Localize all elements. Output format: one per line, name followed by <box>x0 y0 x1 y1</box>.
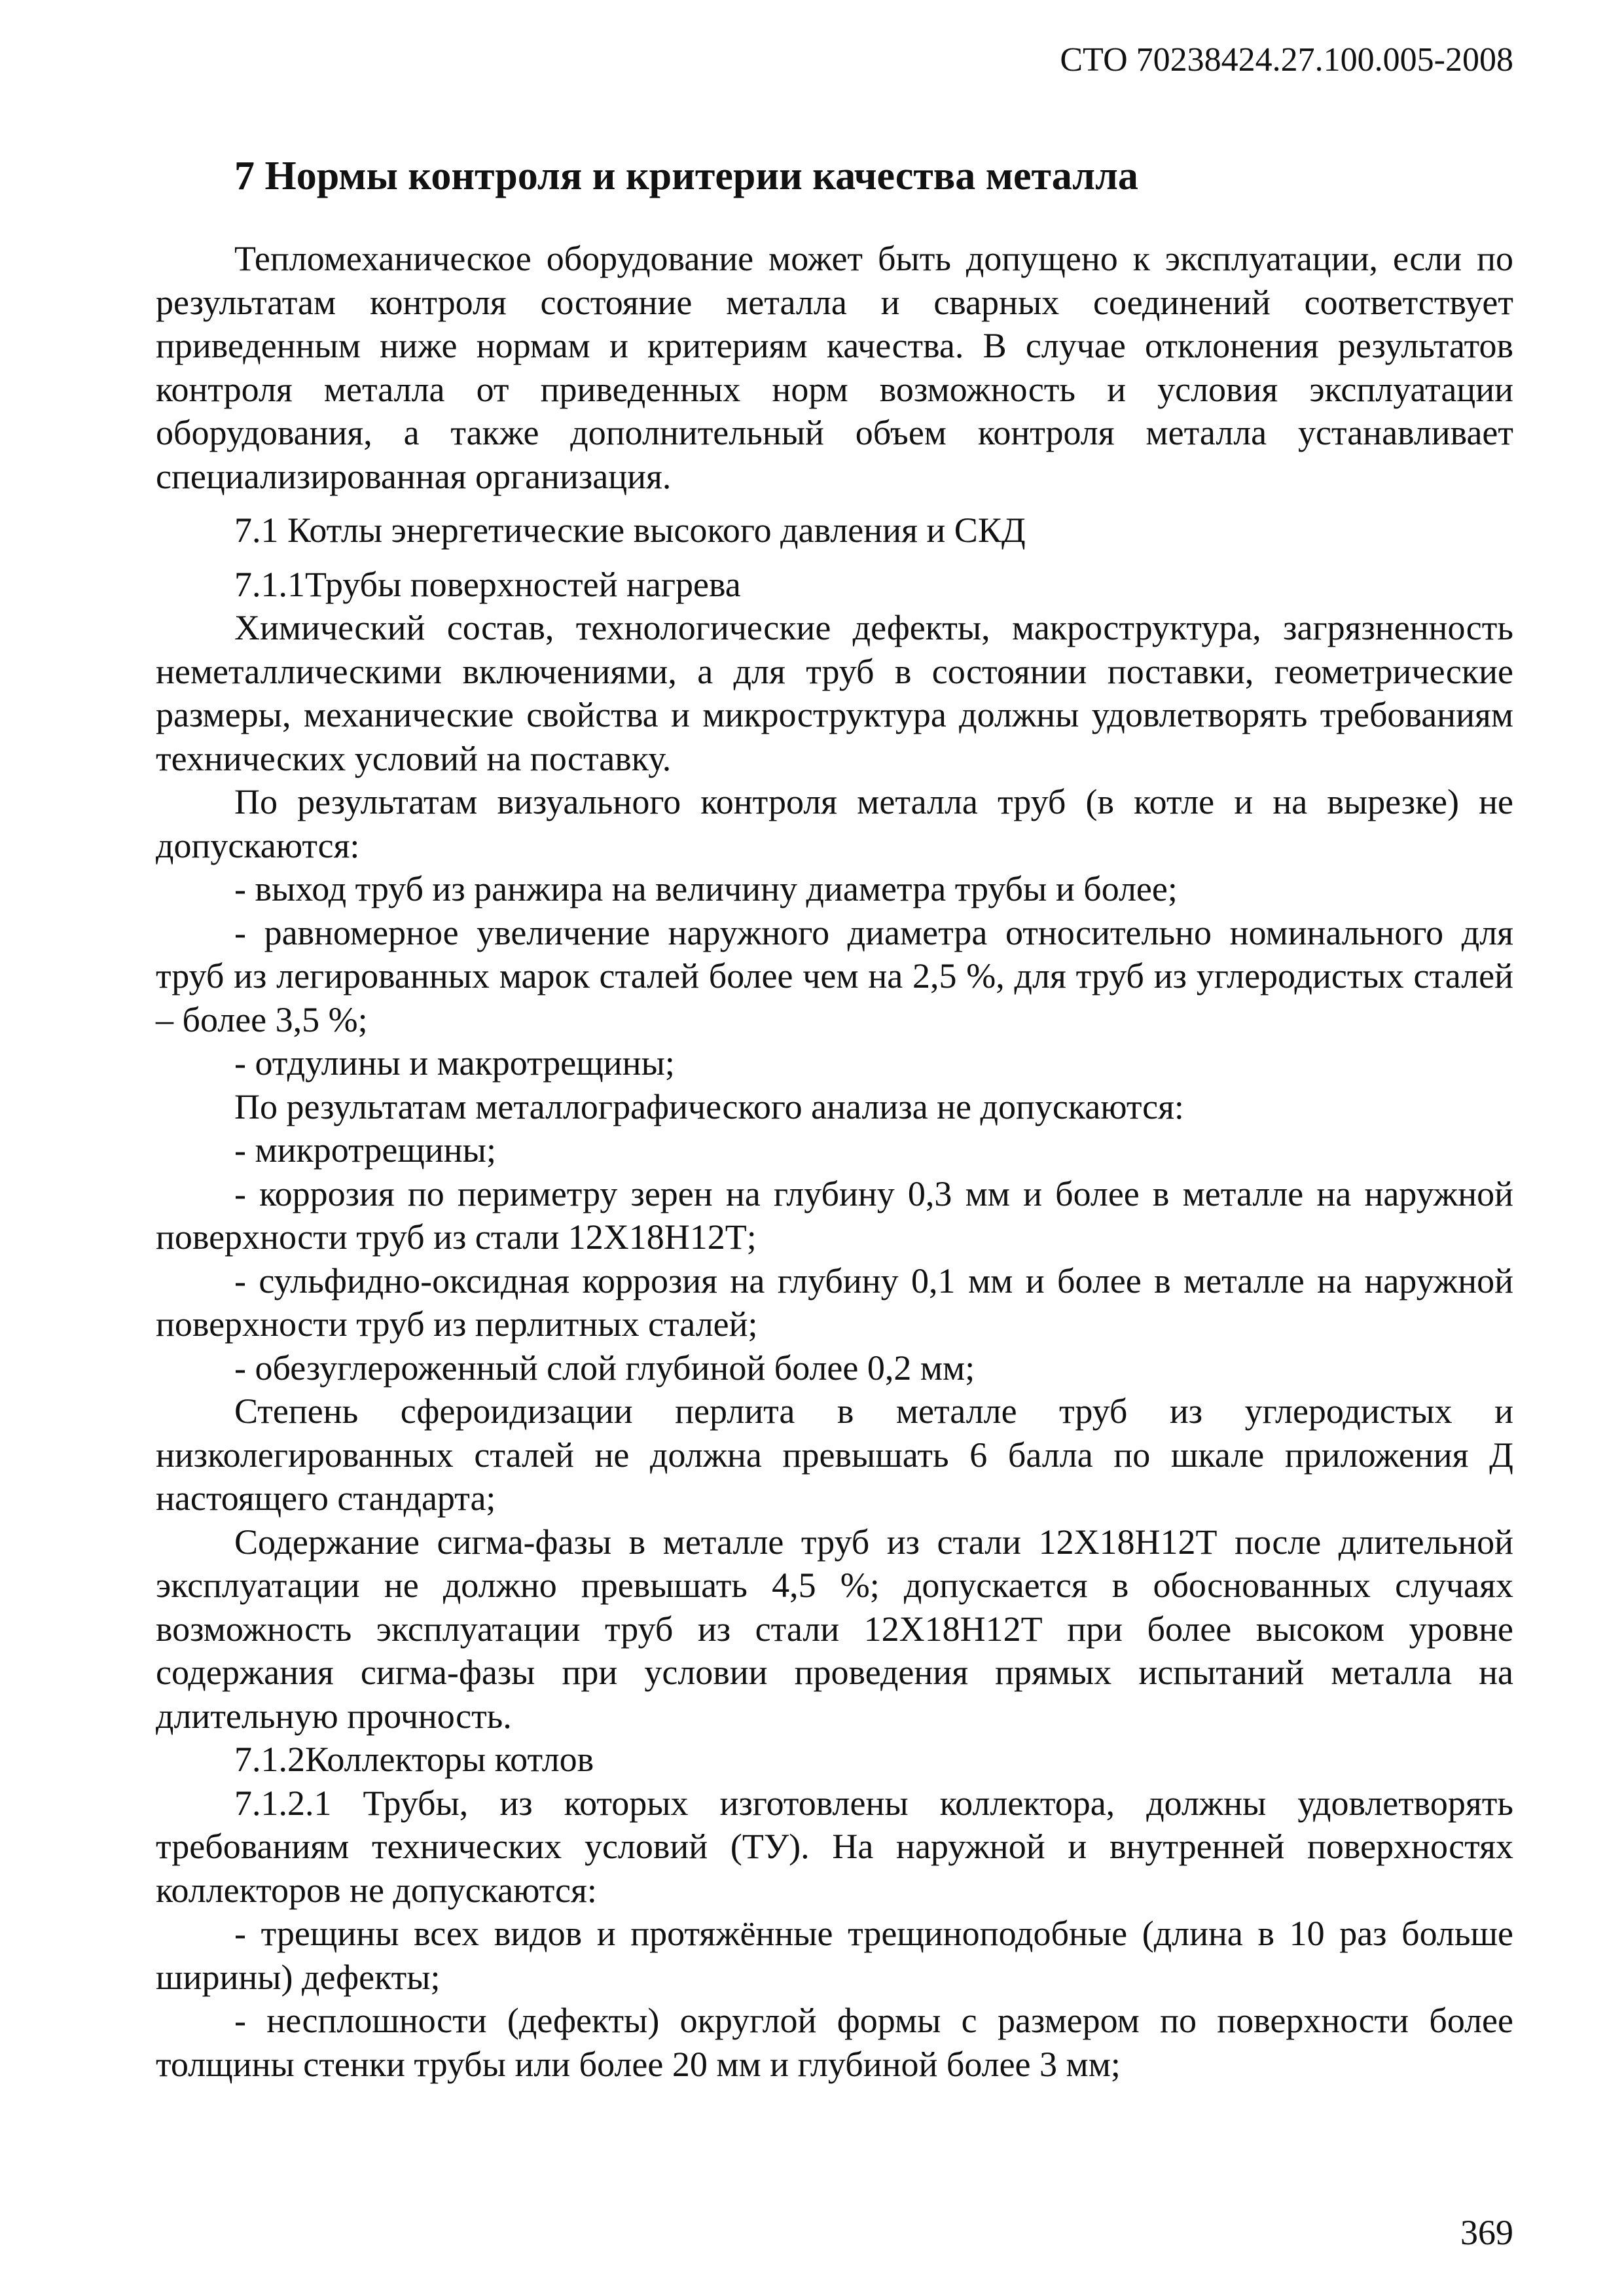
document-page <box>156 0 1513 2296</box>
paragraph-sigma-phase: Содержание сигма-фазы в металле труб из стали 12Х18Н12Т после длительной эксплуатации не должно превышать 4,5 %; допускается в обоснованных случаях возможность эксплуатации труб из стали 12Х18Н12Т при более высоком уровне содержания сигма-фазы при условии проведения прямых испытаний металла на длительную прочность. <box>156 1522 1513 1736</box>
paragraph-collector-pipes: 7.1.2.1 Трубы, из которых изготовлены коллектора, должны удовлетворять требованиям технических условий (ТУ). На наружной и внутренней поверхностях коллекторов не допускаются: <box>156 1783 1513 1910</box>
subsection-7-1-2-heading: 7.1.2Коллекторы котлов <box>234 1740 594 1779</box>
paragraph-visual-inspection: По результатам визуального контроля металла труб (в котле и на вырезке) не допускаются: <box>156 782 1513 865</box>
list-item: - микротрещины; <box>234 1130 496 1170</box>
list-item: - сульфидно-оксидная коррозия на глубину 0,1 мм и более в металле на наружной поверхности труб из перлитных сталей; <box>156 1261 1513 1344</box>
list-item: - трещины всех видов и протяжённые трещиноподобные (длина в 10 раз больше ширины) дефекты; <box>156 1914 1513 1997</box>
paragraph-metallographic-analysis: По результатам металлографического анализа не допускаются: <box>234 1086 1184 1126</box>
list-item: - обезуглероженный слой глубиной более 0,2 мм; <box>234 1348 975 1388</box>
paragraph-spheroidization: Степень сфероидизации перлита в металле труб из углеродистых и низколегированных сталей не должна превышать 6 балла по шкале приложения Д настоящего стандарта; <box>156 1391 1513 1518</box>
section-title: 7 Нормы контроля и критерии качества металла <box>234 154 1138 198</box>
list-item: - несплошности (дефекты) округлой формы с размером по поверхности более толщины стенки трубы или более 20 мм и глубиной более 3 мм; <box>156 2001 1513 2084</box>
paragraph-intro: Тепломеханическое оборудование может быть допущено к эксплуатации, если по результатам контроля состояние металла и сварных соединений соответствует приведенным ниже нормам и критериям качества. В случае отклонения результатов контроля металла от приведенных норм возможность и условия эксплуатации оборудования, а также дополнительный объем контроля металла устанавливает специализированная организация. <box>156 239 1513 496</box>
list-item: - равномерное увеличение наружного диаметра относительно номинального для труб из легированных марок сталей более чем на 2,5 %, для труб из углеродистых сталей – более 3,5 %; <box>156 912 1513 1039</box>
subsection-7-1-1-heading: 7.1.1Трубы поверхностей нагрева <box>234 564 741 604</box>
subsection-7-1-heading: 7.1 Котлы энергетические высокого давления и СКД <box>234 511 1026 550</box>
list-item: - отдулины и макротрещины; <box>234 1043 675 1083</box>
document-body <box>156 237 1513 2086</box>
page-number: 369 <box>1460 2213 1513 2252</box>
list-item: - коррозия по периметру зерен на глубину 0,3 мм и более в металле на наружной поверхности труб из стали 12Х18Н12Т; <box>156 1174 1513 1257</box>
paragraph-chemical-composition: Химический состав, технологические дефекты, макроструктура, загрязненность неметаллическими включениями, а для труб в состоянии поставки, геометрические размеры, механические свойства и микроструктура должны удовлетворять требованиям технических условий на поставку. <box>156 608 1513 778</box>
list-item: - выход труб из ранжира на величину диаметра трубы и более; <box>234 869 1178 908</box>
document-code-header: СТО 70238424.27.100.005-2008 <box>1060 41 1513 79</box>
